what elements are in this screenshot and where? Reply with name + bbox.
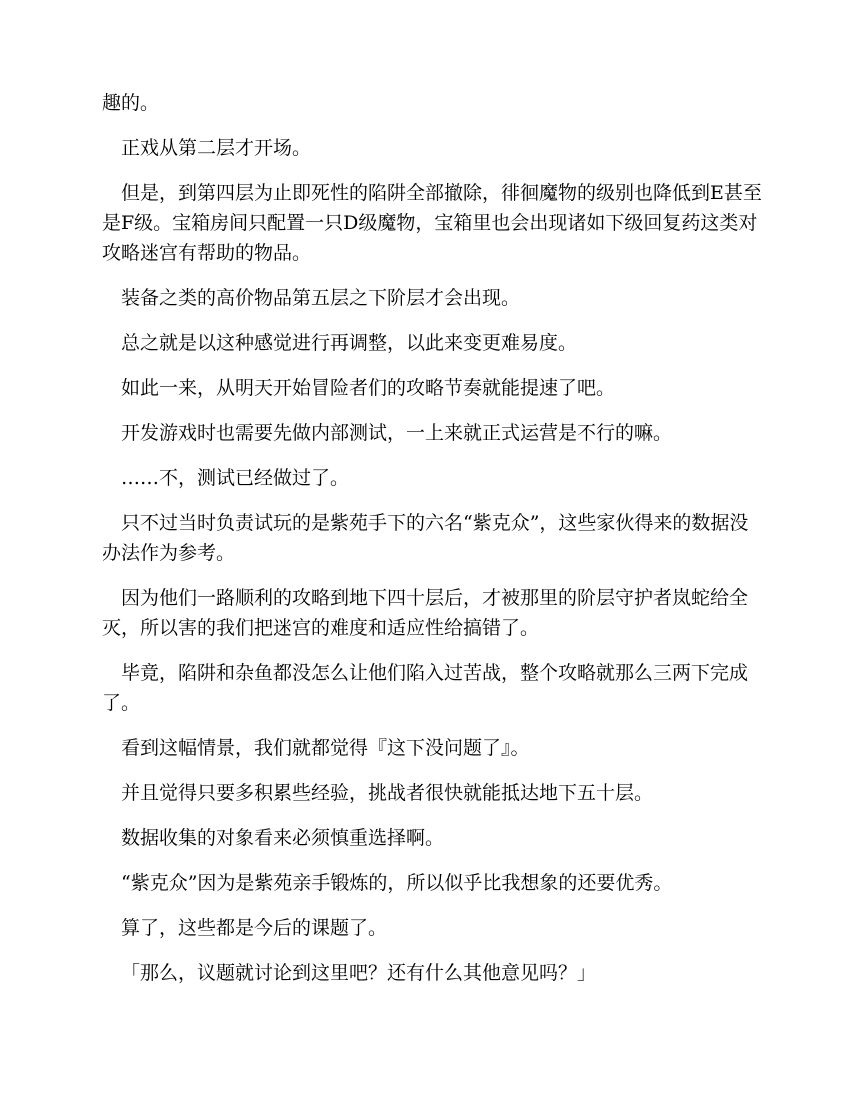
- document-page: [102, 88, 762, 1003]
- paragraph: 看到这幅情景，我们就都觉得『这下没问题了』。: [121, 737, 530, 759]
- paragraph: 因为他们一路顺利的攻略到地下四十层后，才被那里的阶层守护者岚蛇给全灭，所以害的我们把迷宫的难度和适应性给搞错了。: [102, 587, 749, 639]
- paragraph: 毕竟，陷阱和杂鱼都没怎么让他们陷入过苦战，整个攻略就那么三两下完成了。: [102, 662, 749, 714]
- paragraph: 开发游戏时也需要先做内部测试，一上来就正式运营是不行的嘛。: [121, 422, 673, 444]
- paragraph: 数据收集的对象看来必须慎重选择啊。: [121, 827, 445, 849]
- paragraph: “紫克众”因为是紫苑亲手锻炼的，所以似乎比我想象的还要优秀。: [121, 872, 673, 894]
- paragraph: 并且觉得只要多积累些经验，挑战者很快就能抵达地下五十层。: [121, 782, 654, 804]
- paragraph: 正戏从第二层才开场。: [121, 137, 312, 159]
- paragraph: 装备之类的高价物品第五层之下阶层才会出现。: [121, 287, 521, 309]
- paragraph: ……不，测试已经做过了。: [121, 467, 350, 489]
- paragraph: 如此一来，从明天开始冒险者们的攻略节奏就能提速了吧。: [121, 377, 616, 399]
- paragraph: 趣的。: [102, 92, 160, 114]
- paragraph: 总之就是以这种感觉进行再调整，以此来变更难易度。: [121, 332, 578, 354]
- paragraph: 算了，这些都是今后的课题了。: [121, 917, 388, 939]
- paragraph: 只不过当时负责试玩的是紫苑手下的六名“紫克众”，这些家伙得来的数据没办法作为参考。: [102, 512, 749, 564]
- dialogue-paragraph: 「那么，议题就讨论到这里吧？还有什么其他意见吗？」: [121, 962, 597, 984]
- paragraph: 但是，到第四层为止即死性的陷阱全部撤除，徘徊魔物的级别也降低到E甚至是F级。宝箱房间只配置一只D级魔物，宝箱里也会出现诸如下级回复药这类对攻略迷宫有帮助的物品。: [102, 182, 762, 264]
